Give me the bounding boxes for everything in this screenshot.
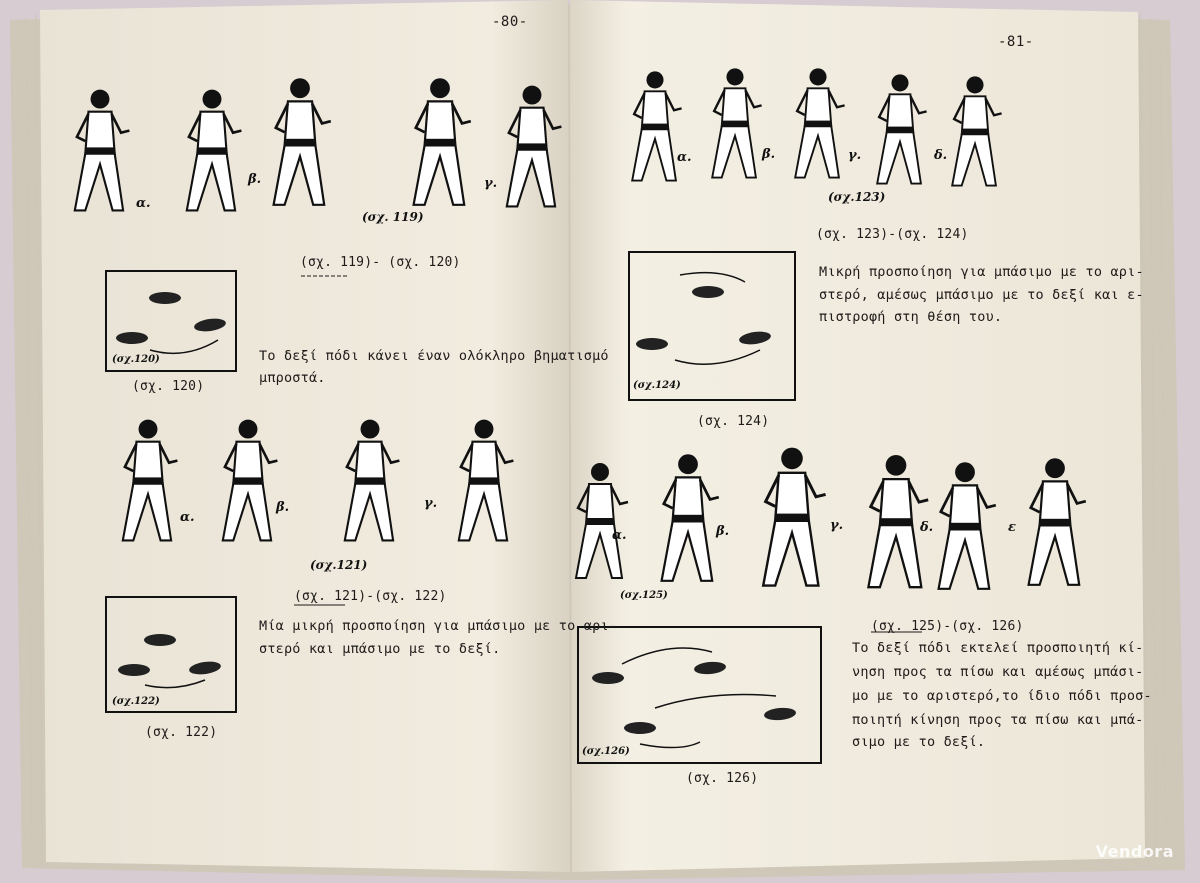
- label-epsilon: ε: [1008, 520, 1016, 535]
- label-delta: δ.: [934, 148, 948, 163]
- fig-124-text-line-2: στερό, αμέσως μπάσιμο με το δεξί και ε-: [819, 287, 1144, 303]
- label-alpha: α.: [136, 196, 151, 211]
- fig-119-tag: (σχ. 119): [362, 210, 424, 224]
- fig-126-tag: (σχ.126): [582, 746, 630, 757]
- right-page-number: -81-: [998, 34, 1034, 50]
- label-beta: β.: [276, 500, 290, 515]
- label-alpha: α.: [612, 528, 627, 543]
- fig-121-122-title: (σχ. 121)-(σχ. 122): [294, 589, 447, 604]
- left-page-number: -80-: [492, 14, 528, 30]
- fig-120-caption: (σχ. 120): [132, 379, 205, 394]
- fig-126-text-line-4: ποιητή κίνηση προς τα πίσω και μπά-: [852, 712, 1144, 728]
- fig-125-tag: (σχ.125): [620, 590, 668, 601]
- watermark-logo: Vendora: [1095, 842, 1174, 861]
- label-beta: β.: [716, 524, 730, 539]
- label-alpha: α.: [180, 510, 195, 525]
- fig-124-tag: (σχ.124): [633, 380, 681, 391]
- fig-126-text-line-1: Το δεξί πόδι εκτελεί προσποιητή κί-: [852, 640, 1144, 656]
- label-alpha: α.: [677, 150, 692, 165]
- fig-124-text-line-1: Μικρή προσποίηση για μπάσιμο με το αρι-: [819, 264, 1144, 280]
- fig-119-120-title: (σχ. 119)- (σχ. 120): [300, 255, 461, 270]
- fig-126-text-line-5: σιμο με το δεξί.: [852, 734, 986, 750]
- fig-122-tag: (σχ.122): [112, 696, 160, 707]
- fig-121-tag: (σχ.121): [310, 558, 368, 572]
- label-beta: β.: [248, 172, 262, 187]
- fig-126-text-line-3: μο με το αριστερό,το ίδιο πόδι προσ-: [852, 688, 1152, 704]
- fig-125-126-title: (σχ. 125)-(σχ. 126): [871, 619, 1024, 634]
- fig-123-124-title: (σχ. 123)-(σχ. 124): [816, 227, 969, 242]
- fig-120-text-line-2: μπροστά.: [259, 370, 326, 386]
- fig-123-tag: (σχ.123): [828, 190, 886, 204]
- label-gamma: γ.: [484, 176, 498, 191]
- fig-124-text-line-3: πιστροφή στη θέση του.: [819, 309, 1003, 325]
- fig-126-text-line-2: νηση προς τα πίσω και αμέσως μπάσι-: [852, 664, 1144, 680]
- fig-122-caption: (σχ. 122): [145, 725, 218, 740]
- label-gamma: γ.: [830, 518, 844, 533]
- fig-124-caption: (σχ. 124): [697, 414, 770, 429]
- fig-126-caption: (σχ. 126): [686, 771, 759, 786]
- label-gamma: γ.: [424, 496, 438, 511]
- label-delta: δ.: [920, 520, 934, 535]
- fig-120-tag: (σχ.120): [112, 354, 160, 365]
- label-gamma: γ.: [848, 148, 862, 163]
- fig-122-text-line-1: Μία μικρή προσποίηση για μπάσιμο με το αρι-: [259, 618, 618, 634]
- fig-122-text-line-2: στερό και μπάσιμο με το δεξί.: [259, 641, 501, 657]
- fig-120-text-line-1: Το δεξί πόδι κάνει έναν ολόκληρο βηματισμό: [259, 348, 609, 364]
- label-beta: β.: [762, 147, 776, 162]
